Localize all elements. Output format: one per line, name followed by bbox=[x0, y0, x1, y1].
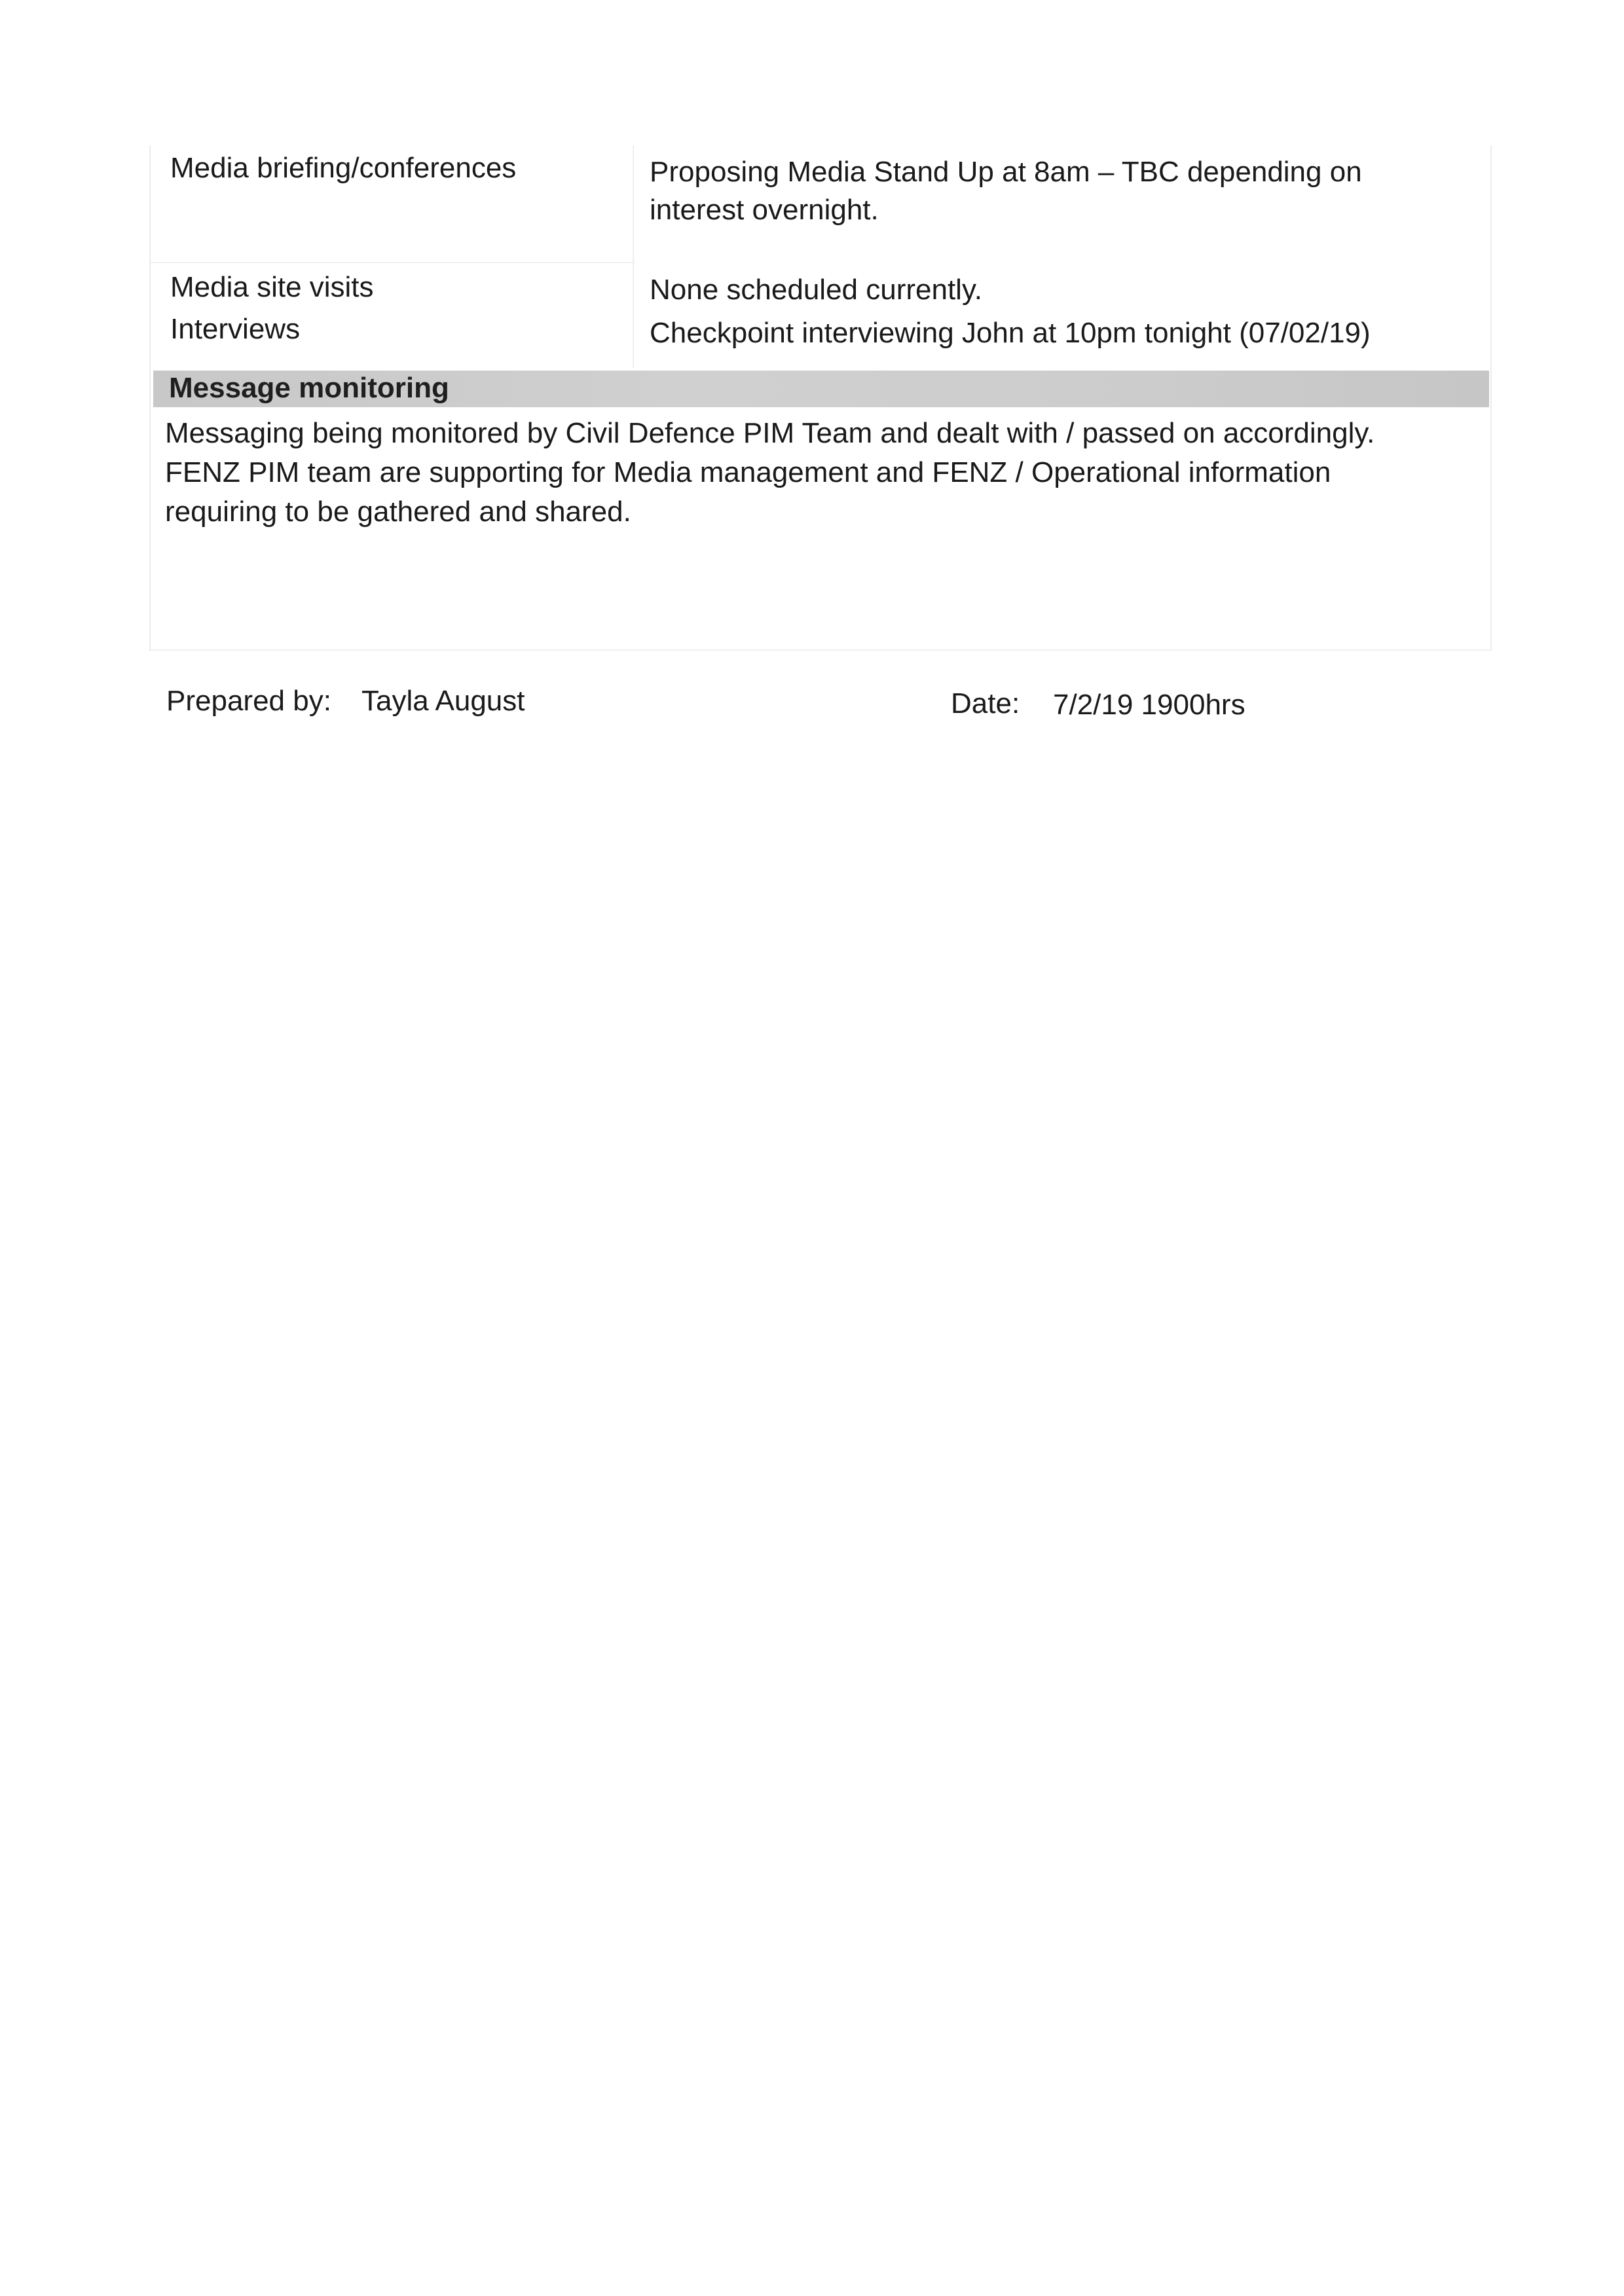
media-summary-table bbox=[149, 145, 1492, 651]
row-divider bbox=[151, 262, 635, 263]
date-label: Date: bbox=[951, 687, 1020, 720]
prepared-by-label: Prepared by: bbox=[166, 685, 331, 717]
row-value-interviews: Checkpoint interviewing John at 10pm tonight (07/02/19) bbox=[650, 317, 1371, 349]
row-value-media-site-visits: None scheduled currently. bbox=[650, 274, 982, 306]
row-value-media-briefing-line-2: interest overnight. bbox=[650, 194, 879, 226]
message-monitoring-body bbox=[165, 414, 1475, 532]
row-label-media-briefing: Media briefing/conferences bbox=[170, 152, 517, 184]
date-value: 7/2/19 1900hrs bbox=[1053, 689, 1246, 721]
message-monitoring-line: Messaging being monitored by Civil Defence PIM Team and dealt with / passed on accordingly. bbox=[165, 417, 1375, 449]
prepared-by-value: Tayla August bbox=[361, 685, 525, 717]
message-monitoring-heading: Message monitoring bbox=[169, 372, 449, 404]
message-monitoring-header bbox=[153, 371, 1489, 407]
message-monitoring-line: requiring to be gathered and shared. bbox=[165, 496, 631, 528]
column-divider bbox=[633, 145, 634, 368]
row-label-interviews: Interviews bbox=[170, 313, 301, 345]
row-value-media-briefing-line-1: Proposing Media Stand Up at 8am – TBC depending on bbox=[650, 156, 1362, 188]
message-monitoring-line: FENZ PIM team are supporting for Media management and FENZ / Operational information bbox=[165, 456, 1331, 488]
row-label-media-site-visits: Media site visits bbox=[170, 271, 374, 303]
